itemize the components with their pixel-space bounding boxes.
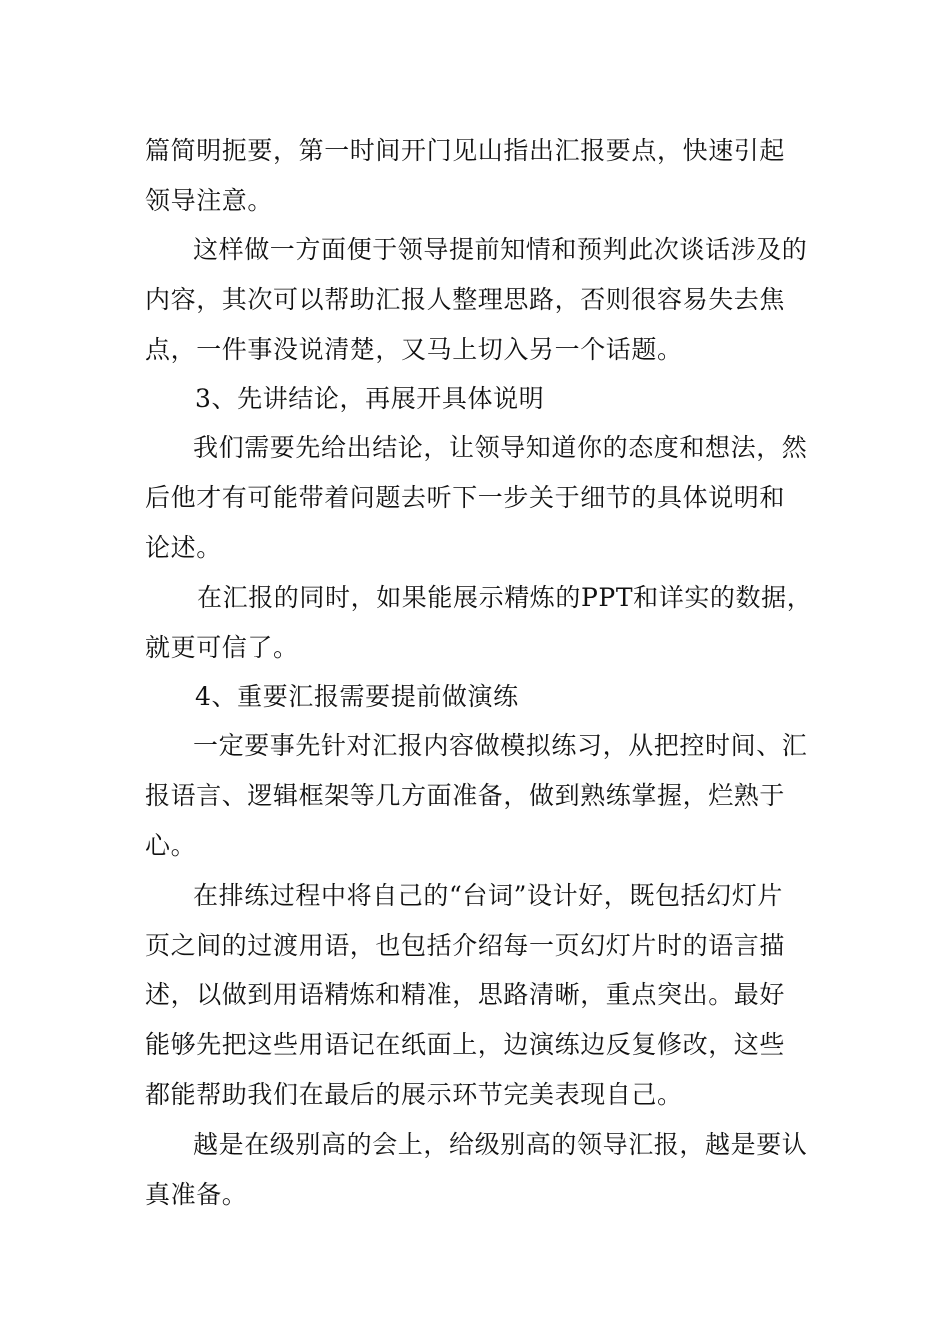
paragraph-line: 论述。 <box>145 533 222 562</box>
section-heading: 4、重要汇报需要提前做演练 <box>195 682 519 711</box>
paragraph-line: 心。 <box>145 831 197 860</box>
paragraph-line: 这样做一方面便于领导提前知情和预判此次谈话涉及的 <box>193 235 808 264</box>
paragraph-line: 页之间的过渡用语，也包括介绍每一页幻灯片时的语言描 <box>145 931 786 960</box>
paragraph-line: 在汇报的同时，如果能展示精炼的PPT和详实的数据， <box>197 583 813 612</box>
paragraph-line: 后他才有可能带着问题去听下一步关于细节的具体说明和 <box>145 483 786 512</box>
paragraph-line: 报语言、逻辑框架等几方面准备，做到熟练掌握，烂熟于 <box>145 781 786 810</box>
paragraph-line: 一定要事先针对汇报内容做模拟练习，从把控时间、汇 <box>193 731 808 760</box>
paragraph-line: 篇简明扼要，第一时间开门见山指出汇报要点，快速引起 <box>145 136 786 165</box>
paragraph-line: 越是在级别高的会上，给级别高的领导汇报，越是要认 <box>193 1130 808 1159</box>
paragraph-line: 都能帮助我们在最后的展示环节完美表现自己。 <box>145 1080 683 1109</box>
section-heading: 3、先讲结论，再展开具体说明 <box>195 384 545 413</box>
paragraph-line: 领导注意。 <box>145 186 274 215</box>
paragraph-line: 我们需要先给出结论，让领导知道你的态度和想法，然 <box>193 433 808 462</box>
paragraph-line: 能够先把这些用语记在纸面上，边演练边反复修改，这些 <box>145 1030 786 1059</box>
paragraph-line: 真准备。 <box>145 1180 248 1209</box>
paragraph-line: 在排练过程中将自己的“台词”设计好，既包括幻灯片 <box>193 881 783 910</box>
paragraph-line: 就更可信了。 <box>145 633 299 662</box>
paragraph-line: 点，一件事没说清楚，又马上切入另一个话题。 <box>145 335 683 364</box>
paragraph-line: 述，以做到用语精炼和精准，思路清晰，重点突出。最好 <box>145 980 786 1009</box>
paragraph-line: 内容，其次可以帮助汇报人整理思路，否则很容易失去焦 <box>145 285 786 314</box>
